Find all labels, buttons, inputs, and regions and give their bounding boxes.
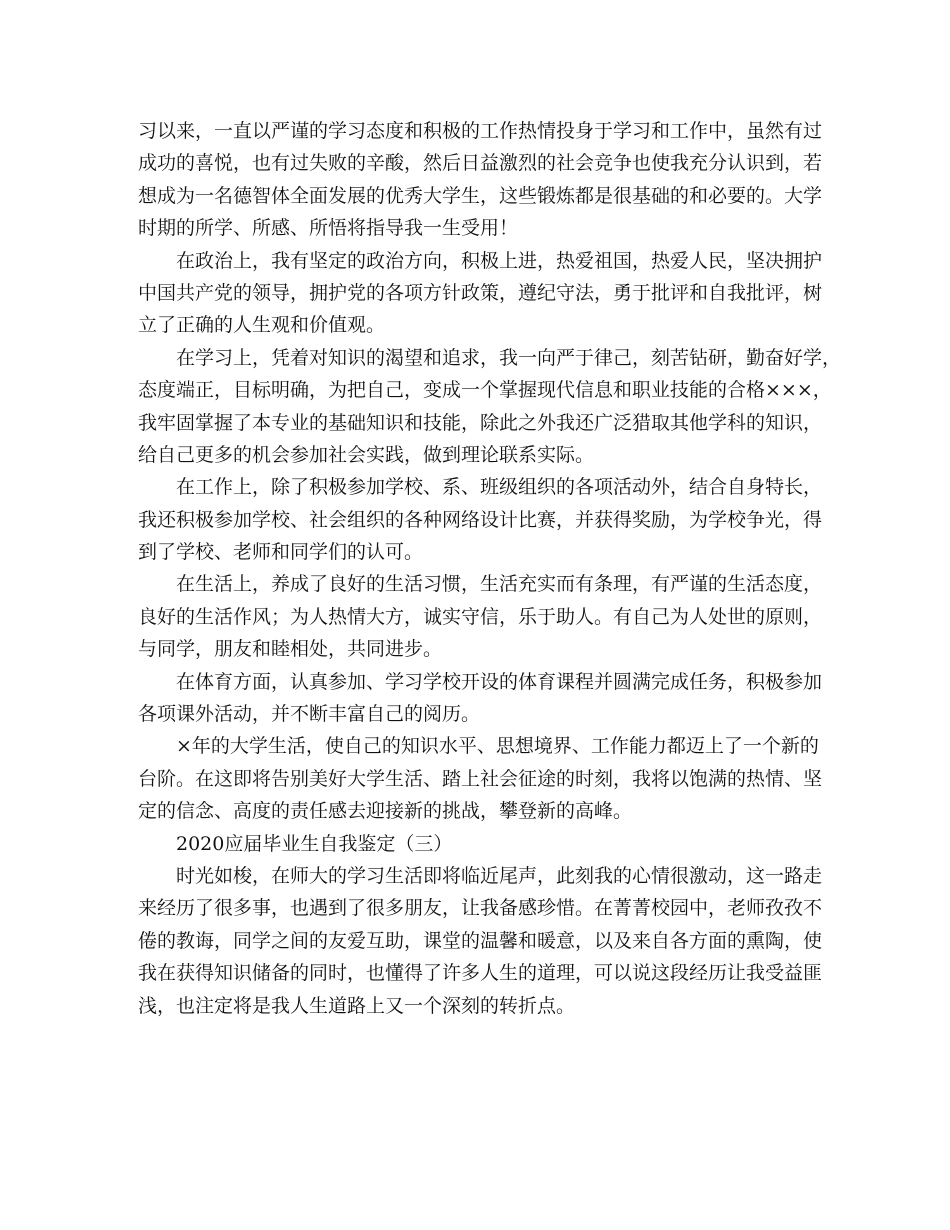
paragraph-sports-line: 在体育方面，认真参加、学习学校开设的体育课程并圆满完成任务，积极参加 [176, 670, 823, 693]
text-line: 我还积极参加学校、社会组织的各种网络设计比赛，并获得奖励，为学校争光，得 [138, 508, 823, 531]
paragraph-politics-line: 在政治上，我有坚定的政治方向，积极上进，热爱祖国，热爱人民，坚决拥护 [176, 249, 823, 272]
text-line: 浅，也注定将是我人生道路上又一个深刻的转折点。 [138, 994, 576, 1017]
text-line: 到了学校、老师和同学们的认可。 [138, 541, 424, 564]
paragraph-summary-line: ×年的大学生活，使自己的知识水平、思想境界、工作能力都迈上了一个新的 [176, 735, 819, 758]
text-line: 立了正确的人生观和价值观。 [138, 314, 386, 337]
text-line: 时期的所学、所感、所悟将指导我一生受用！ [138, 217, 519, 240]
section-heading: 2020应届毕业生自我鉴定（三） [176, 832, 453, 855]
text-line: 定的信念、高度的责任感去迎接新的挑战，攀登新的高峰。 [138, 800, 633, 823]
text-line: 习以来，一直以严谨的学习态度和积极的工作热情投身于学习和工作中，虽然有过 [138, 120, 823, 142]
text-line: 中国共产党的领导，拥护党的各项方针政策，遵纪守法，勇于批评和自我批评，树 [138, 281, 823, 304]
text-line: 给自己更多的机会参加社会实践，做到理论联系实际。 [138, 443, 595, 466]
text-line: 态度端正，目标明确，为把自己，变成一个掌握现代信息和职业技能的合格×××， [138, 379, 832, 402]
text-line: 倦的教诲，同学之间的友爱互助，课堂的温馨和暖意，以及来自各方面的熏陶，使 [138, 929, 823, 952]
text-line: 成功的喜悦，也有过失败的辛酸，然后日益激烈的社会竞争也使我充分认识到，若 [138, 152, 823, 175]
paragraph-study-line: 在学习上，凭着对知识的渴望和追求，我一向严于律己，刻苦钻研，勤奋好学， [176, 346, 842, 369]
paragraph-work-line: 在工作上，除了积极参加学校、系、班级组织的各项活动外，结合自身特长， [176, 476, 823, 499]
text-line: 我在获得知识储备的同时，也懂得了许多人生的道理，可以说这段经历让我受益匪 [138, 962, 823, 985]
text-line: 各项课外活动，并不断丰富自己的阅历。 [138, 703, 481, 726]
text-line: 良好的生活作风；为人热情大方，诚实守信，乐于助人。有自己为人处世的原则， [138, 605, 823, 628]
document-body [138, 115, 842, 1022]
text-line: 与同学，朋友和睦相处，共同进步。 [138, 638, 443, 661]
text-line: 台阶。在这即将告别美好大学生活、踏上社会征途的时刻，我将以饱满的热情、坚 [138, 767, 823, 790]
text-line: 我牢固掌握了本专业的基础知识和技能，除此之外我还广泛猎取其他学科的知识， [138, 411, 823, 434]
text-line: 来经历了很多事，也遇到了很多朋友，让我备感珍惜。在菁菁校园中，老师孜孜不 [138, 897, 823, 920]
paragraph-intro-line: 时光如梭，在师大的学习生活即将临近尾声，此刻我的心情很激动，这一路走 [176, 864, 823, 887]
paragraph-life-line: 在生活上，养成了良好的生活习惯，生活充实而有条理，有严谨的生活态度， [176, 573, 823, 596]
text-line: 想成为一名德智体全面发展的优秀大学生，这些锻炼都是很基础的和必要的。大学 [138, 184, 823, 207]
